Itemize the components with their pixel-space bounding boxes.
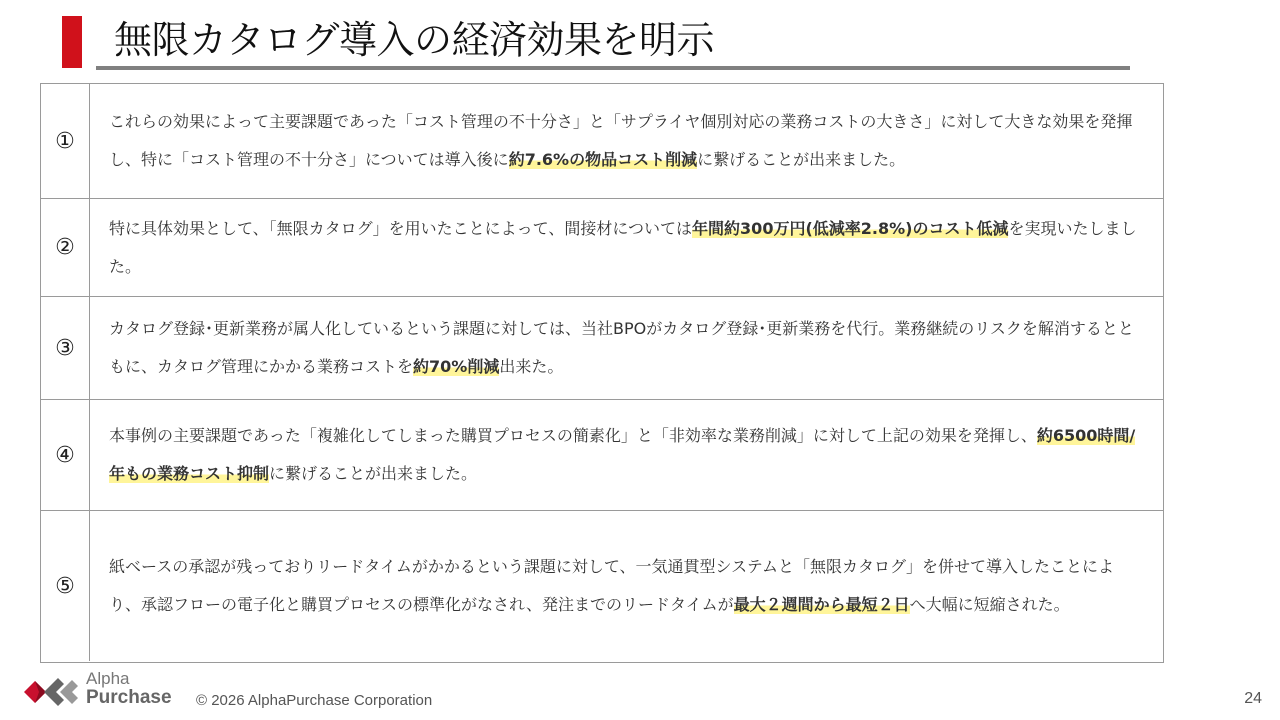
highlighted-result: 約7.6%の物品コスト削減 xyxy=(508,150,698,169)
row-number: ③ xyxy=(41,297,90,399)
description-text: カタログ登録･更新業務が属人化しているという課題に対しては、当社BPOがカタログ登録･更新業務を代行。業務継続のリスクを解消するとともに、カタログ管理にかかる業務コストを xyxy=(109,319,1134,376)
row-description xyxy=(109,310,1145,386)
title-accent-bar xyxy=(62,16,82,68)
description-text: これらの効果によって主要課題であった「コスト管理の不十分さ」と「サプライヤ個別対応の業務コストの大きさ」に対して大きな効果を発揮し、特に「コスト管理の不十分さ」については導入後に xyxy=(109,112,1133,169)
description-text: を実現いたしました。 xyxy=(109,218,1137,276)
row-number: ④ xyxy=(41,400,90,510)
description-text: に繋げることが出来ました。 xyxy=(269,464,478,483)
logo-mark-icon xyxy=(22,673,80,711)
row-number: ② xyxy=(41,199,90,296)
highlighted-result: 約70%削減 xyxy=(413,357,500,376)
description-text: に繋げることが出来ました。 xyxy=(697,150,906,169)
row-number: ⑤ xyxy=(41,511,90,661)
table-row xyxy=(41,400,1163,511)
description-text: 出来た。 xyxy=(499,357,564,376)
slide-title: 無限カタログ導入の経済効果を明示 xyxy=(114,18,715,62)
title-underline xyxy=(96,66,1130,70)
copyright-text: © 2026 AlphaPurchase Corporation xyxy=(196,692,433,709)
row-number: ① xyxy=(41,84,90,198)
table-row xyxy=(41,84,1163,199)
description-text: 特に具体効果として、「無限カタログ」を用いたことによって、間接材については xyxy=(109,218,693,238)
description-text: へ大幅に短縮された。 xyxy=(909,595,1070,614)
description-text: 紙ベースの承認が残っておりリードタイムがかかるという課題に対して、一気通貫型システムと「無限カタログ」を併せて導入したことにより、承認フローの電子化と購買プロセスの標準化がなされ、発注までのリードタイムが xyxy=(109,557,1114,614)
table-row xyxy=(41,199,1163,297)
highlighted-result: 約6500時間/年もの業務コスト抑制 xyxy=(109,426,1136,483)
logo-text-alpha: Alpha xyxy=(86,669,130,688)
highlighted-result: 年間約300万円(低減率2.8%)のコスト低減 xyxy=(692,218,1009,238)
alphapurchase-logo xyxy=(22,669,182,713)
page-number: 24 xyxy=(1244,690,1262,707)
table-row xyxy=(41,297,1163,400)
highlighted-result: 最大２週間から最短２日 xyxy=(733,595,910,614)
row-description xyxy=(109,103,1145,179)
row-description xyxy=(109,548,1145,624)
logo-text-purchase: Purchase xyxy=(86,687,172,708)
table-row xyxy=(41,511,1163,661)
row-description xyxy=(109,210,1145,286)
row-description xyxy=(109,417,1145,493)
description-text: 本事例の主要課題であった「複雑化してしまった購買プロセスの簡素化」と「非効率な業務削減」に対して上記の効果を発揮し、 xyxy=(109,426,1037,445)
effects-table xyxy=(40,83,1164,663)
